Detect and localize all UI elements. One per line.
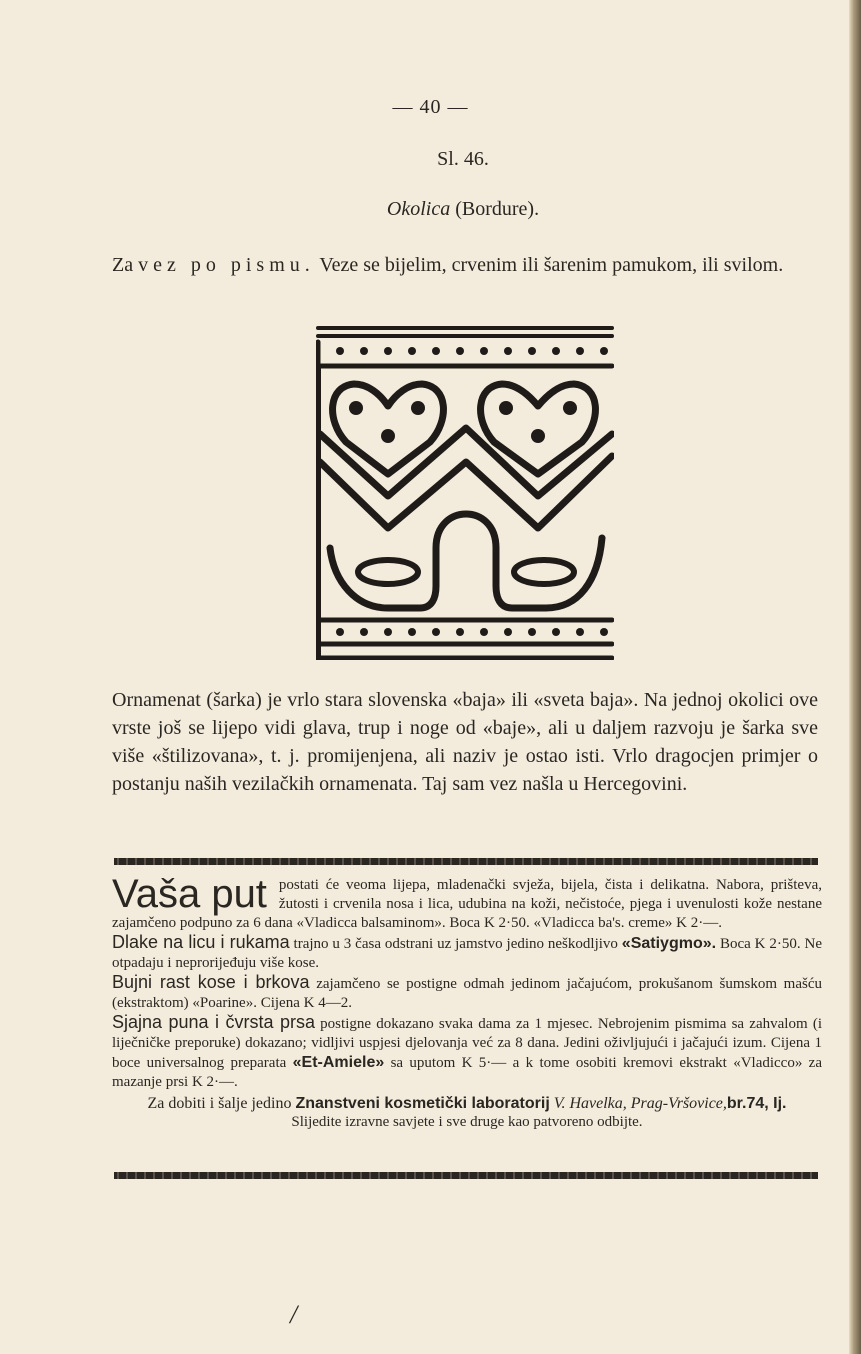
ad-closing: Slijedite izravne savjete i sve druge kao patvoreno odbijte. xyxy=(291,1114,643,1130)
ad-p4-head: Sjajna puna i čvrsta prsa xyxy=(112,1012,315,1032)
ad-p3-rest: zajamčeno se postigne odmah jedinom jačajućom, prokušanom šumskom mašću (ekstraktom) «Poarine». Cijena K 4—2. xyxy=(112,976,822,1011)
embroidery-instructions xyxy=(112,252,818,279)
ad-order-line xyxy=(112,1094,822,1113)
ad-paragraph-4 xyxy=(112,1013,822,1092)
instructions-spaced: vez po pismu. xyxy=(138,254,315,276)
ad-p3-head: Bujni rast kose i brkova xyxy=(112,972,310,992)
ad-p2-rest: trajno u 3 časa odstrani uz jamstvo jedino neškodljivo xyxy=(289,936,622,952)
ad-top-rule xyxy=(114,858,818,865)
figure-caption-rest: (Bordure). xyxy=(450,198,540,220)
page-number: — 40 — xyxy=(392,96,469,118)
ad-p2-head: Dlake na licu i rukama xyxy=(112,932,290,952)
figure-label: Sl. 46. xyxy=(437,148,489,170)
ad-paragraph-1 xyxy=(112,872,822,933)
instructions-rest: Veze se bijelim, crvenim ili šarenim pamukom, ili svilom. xyxy=(314,254,784,276)
ad-p2-tail: Boca K 2·50. Ne otpadaju i neprorijeđuju više kose. xyxy=(112,936,823,971)
ad-p4-bold: «Et-Amiele» xyxy=(292,1054,385,1071)
ad-order-bold: Znanstveni kosmetički laboratorij xyxy=(295,1095,550,1112)
ad-order-plain: Za dobiti i šalje jedino xyxy=(147,1095,296,1112)
ad-p4-rest: postigne dokazano svaka dama za 1 mjesec. Nebrojenim pismima sa zahvalom (i liječničke preporuke) dokazano; vidljivi uspjesi djelovanja već za 8 dana. Jedini oživljujući i jačajući izum. Cijena 1 boce universalnog preparata xyxy=(112,1016,822,1071)
ornament-description: Ornamenat (šarka) je vrlo stara slovenska «baja» ili «sveta baja». Na jednoj okolici ove vrste još se lijepo vidi glava, trup i noge od «baje», ali u daljem razvoju je šarka sve više «štilizovana», t. j. promijenjena, ali naziv je ostao isti. Vrlo dragocjen primjer o postanju naših vezilačkih ornamenata. Taj sam vez našla u Hercegovini. xyxy=(112,689,818,795)
ad-p4-tail: sa uputom K 5·— a k tome osobiti kremovi ekstrakt «Vladicco» za mazanje prsi K 2·—. xyxy=(112,1055,822,1090)
ad-bottom-rule xyxy=(114,1172,818,1179)
ad-order-italic: V. Havelka, Prag-Vršovice, xyxy=(549,1095,727,1112)
ad-paragraph-3 xyxy=(112,973,822,1013)
ad-order-tail: br.74, Ij. xyxy=(726,1095,787,1112)
ad-paragraph-2 xyxy=(112,933,822,973)
pencil-mark: / xyxy=(290,1300,298,1329)
figure-caption xyxy=(0,198,861,221)
page-edge xyxy=(849,0,861,1354)
ad-line-1: postati će veoma lijepa, mladenački svježa, bijela, čista i delikatna. Nabora, prišteva, žutosti i crvenila nosa i lica, udubina na koži, nečistoće, pjega i uvenulosti kože nestane zajamčeno podpuno za 6 dana «Vladicca balsaminom». Boca K 2·50. «Vladicca ba's. creme» K 2·—. xyxy=(112,877,822,931)
ad-headline: Vaša put xyxy=(112,872,267,916)
ad-p2-bold: «Satiygmo». xyxy=(621,935,717,952)
figure-caption-italic: Okolica xyxy=(386,198,451,220)
advertisement xyxy=(112,872,823,1132)
instructions-lead: Za xyxy=(112,254,139,276)
border-ornament-figure xyxy=(316,324,614,660)
